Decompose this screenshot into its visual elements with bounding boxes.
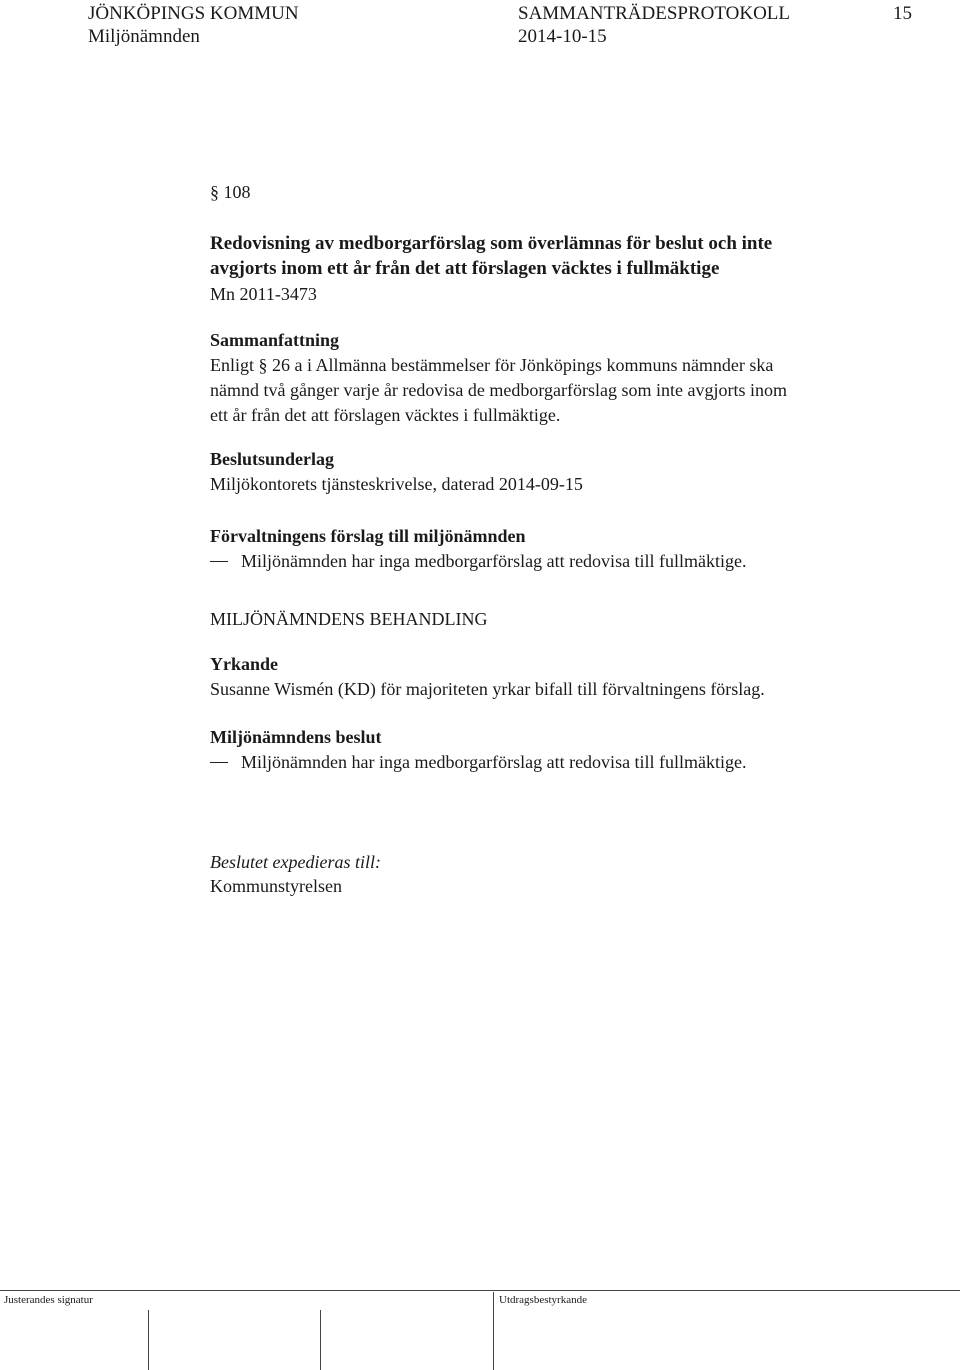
header-page-number: 15 [893, 3, 912, 24]
basis-section [210, 447, 583, 497]
paragraph-title-line: avgjorts inom ett år från det att förslagen väcktes i fullmäktige [210, 258, 720, 279]
basis-heading: Beslutsunderlag [210, 449, 335, 469]
dash-bullet [210, 561, 228, 562]
dispatch-section [210, 850, 381, 899]
handling-heading: MILJÖNÄMNDENS BEHANDLING [210, 609, 488, 629]
decision-heading: Miljönämndens beslut [210, 727, 382, 747]
proposal-section [210, 524, 747, 574]
header-meeting-date: 2014-10-15 [518, 26, 607, 47]
decision-item-text: Miljönämnden har inga medborgarförslag att redovisa till fullmäktige. [241, 752, 747, 772]
summary-section [210, 328, 787, 428]
dispatch-heading: Beslutet expedieras till: [210, 852, 381, 872]
paragraph-title [210, 231, 772, 281]
decision-item [210, 750, 747, 775]
summary-line: ett år från det att förslagen väcktes i fullmäktige. [210, 405, 561, 425]
header-document-type: SAMMANTRÄDESPROTOKOLL [518, 3, 791, 24]
motion-heading: Yrkande [210, 654, 279, 674]
footer-extract-certifier-label: Utdragsbestyrkande [499, 1294, 587, 1306]
header-committee: Miljönämnden [88, 26, 200, 47]
proposal-item [210, 549, 747, 574]
summary-line: Enligt § 26 a i Allmänna bestämmelser för Jönköpings kommuns nämnder ska [210, 355, 774, 375]
signature-field-line [148, 1310, 149, 1370]
dispatch-recipient: Kommunstyrelsen [210, 876, 342, 896]
summary-line: nämnd två gånger varje år redovisa de medborgarförslag som inte avgjorts inom [210, 380, 787, 400]
paragraph-title-line: Redovisning av medborgarförslag som överlämnas för beslut och inte [210, 233, 773, 254]
header-municipality: JÖNKÖPINGS KOMMUN [88, 3, 299, 24]
summary-text [210, 353, 787, 428]
signature-field-line [320, 1310, 321, 1370]
basis-text: Miljökontorets tjänsteskrivelse, daterad 2014-09-15 [210, 474, 583, 494]
proposal-item-text: Miljönämnden har inga medborgarförslag att redovisa till fullmäktige. [241, 551, 747, 571]
paragraph-number: § 108 [210, 182, 251, 202]
footer-divider [0, 1290, 960, 1291]
dash-bullet [210, 762, 228, 763]
signature-box-divider [493, 1292, 494, 1370]
proposal-heading: Förvaltningens förslag till miljönämnden [210, 526, 526, 546]
decision-section [210, 725, 747, 775]
summary-heading: Sammanfattning [210, 330, 340, 350]
motion-section [210, 652, 765, 702]
footer-adjuster-signature-label: Justerandes signatur [4, 1294, 93, 1306]
motion-text: Susanne Wismén (KD) för majoriteten yrkar bifall till förvaltningens förslag. [210, 679, 765, 699]
case-number: Mn 2011-3473 [210, 284, 317, 304]
